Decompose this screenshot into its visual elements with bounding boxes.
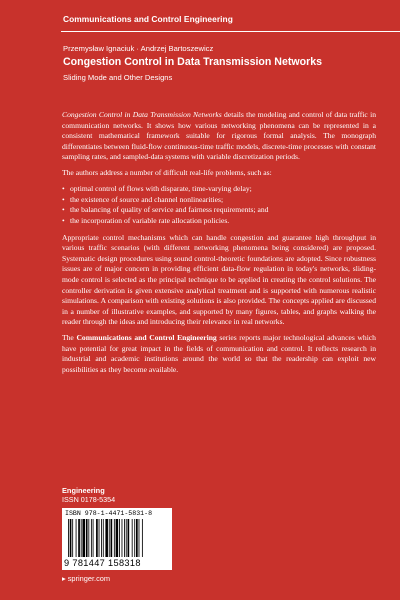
barcode-bars [68, 519, 169, 557]
website-text: springer.com [67, 574, 111, 583]
series-note-name: Communications and Control Engineering [76, 333, 217, 343]
description-body [62, 110, 376, 381]
series-paragraph [62, 333, 376, 375]
arrow-icon: ▸ [62, 574, 66, 583]
series-note-text: series reports major technological advances which have potential for great impact in the fields of communication and control. It reflects research in industrial and academic institutions around the world so that the readership can exploit new possibilities as they become available. [62, 333, 376, 374]
mechanisms-paragraph: Appropriate control mechanisms which can handle congestion and guarantee high throughput in various traffic scenarios (with different networking phenomena being considered) are proposed. Systematic design procedures using sound control-theoretic foundations are adopted. Since robustness issues are of major concern in providing efficient data-flow regulation in today's networks, sliding-mode control is selected as the principal technique to be applied in creating the control solutions. The controller derivation is given extensive analytical treatment and is supported with numerous realistic simulations. A comparison with existing solutions is also provided. The concepts applied are discussed in a number of illustrative examples, and supported by many figures, tables, and graphs walking the reader through the ideas and introducing their relevance in real networks. [62, 232, 376, 327]
barcode [62, 508, 172, 570]
problems-list [62, 184, 376, 226]
category-label: Engineering [62, 486, 105, 495]
problem-item: • the existence of source and channel nonlinearities; [62, 195, 376, 206]
series-note-prefix: The [62, 333, 77, 343]
intro-book-title: Congestion Control in Data Transmission Networks [62, 110, 222, 119]
problem-item: • the incorporation of variable rate allocation policies. [62, 216, 376, 227]
book-title: Congestion Control in Data Transmission Networks [63, 56, 322, 68]
author-names: Przemysław Ignaciuk · Andrzej Bartoszewicz [63, 44, 214, 53]
isbn-digits: 9 781447 158318 [64, 558, 141, 568]
book-subtitle: Sliding Mode and Other Designs [63, 73, 173, 82]
issn-label: ISSN 0178-5354 [62, 495, 116, 504]
publisher-website [62, 574, 110, 583]
problems-lead: The authors address a number of difficult real-life problems, such as: [62, 168, 272, 178]
intro-paragraph [62, 110, 376, 163]
problem-item: • the balancing of quality of service and fairness requirements; and [62, 205, 376, 216]
intro-text: details the modeling and control of data traffic in communication networks. It shows how various networking phenomena can be represented in a consistent mathematical framework suitable for rigorous formal analysis. The monograph differentiates between fluid-flow continuous-time traffic models, discrete-time processes with constant sampling rates, and sampled-data systems with variable discretization periods. [62, 110, 376, 162]
problem-item: • optimal control of flows with disparate, time-varying delay; [62, 184, 376, 195]
isbn-label: ISBN 978-1-4471-5831-8 [65, 510, 153, 517]
series-name: Communications and Control Engineering [63, 14, 233, 24]
